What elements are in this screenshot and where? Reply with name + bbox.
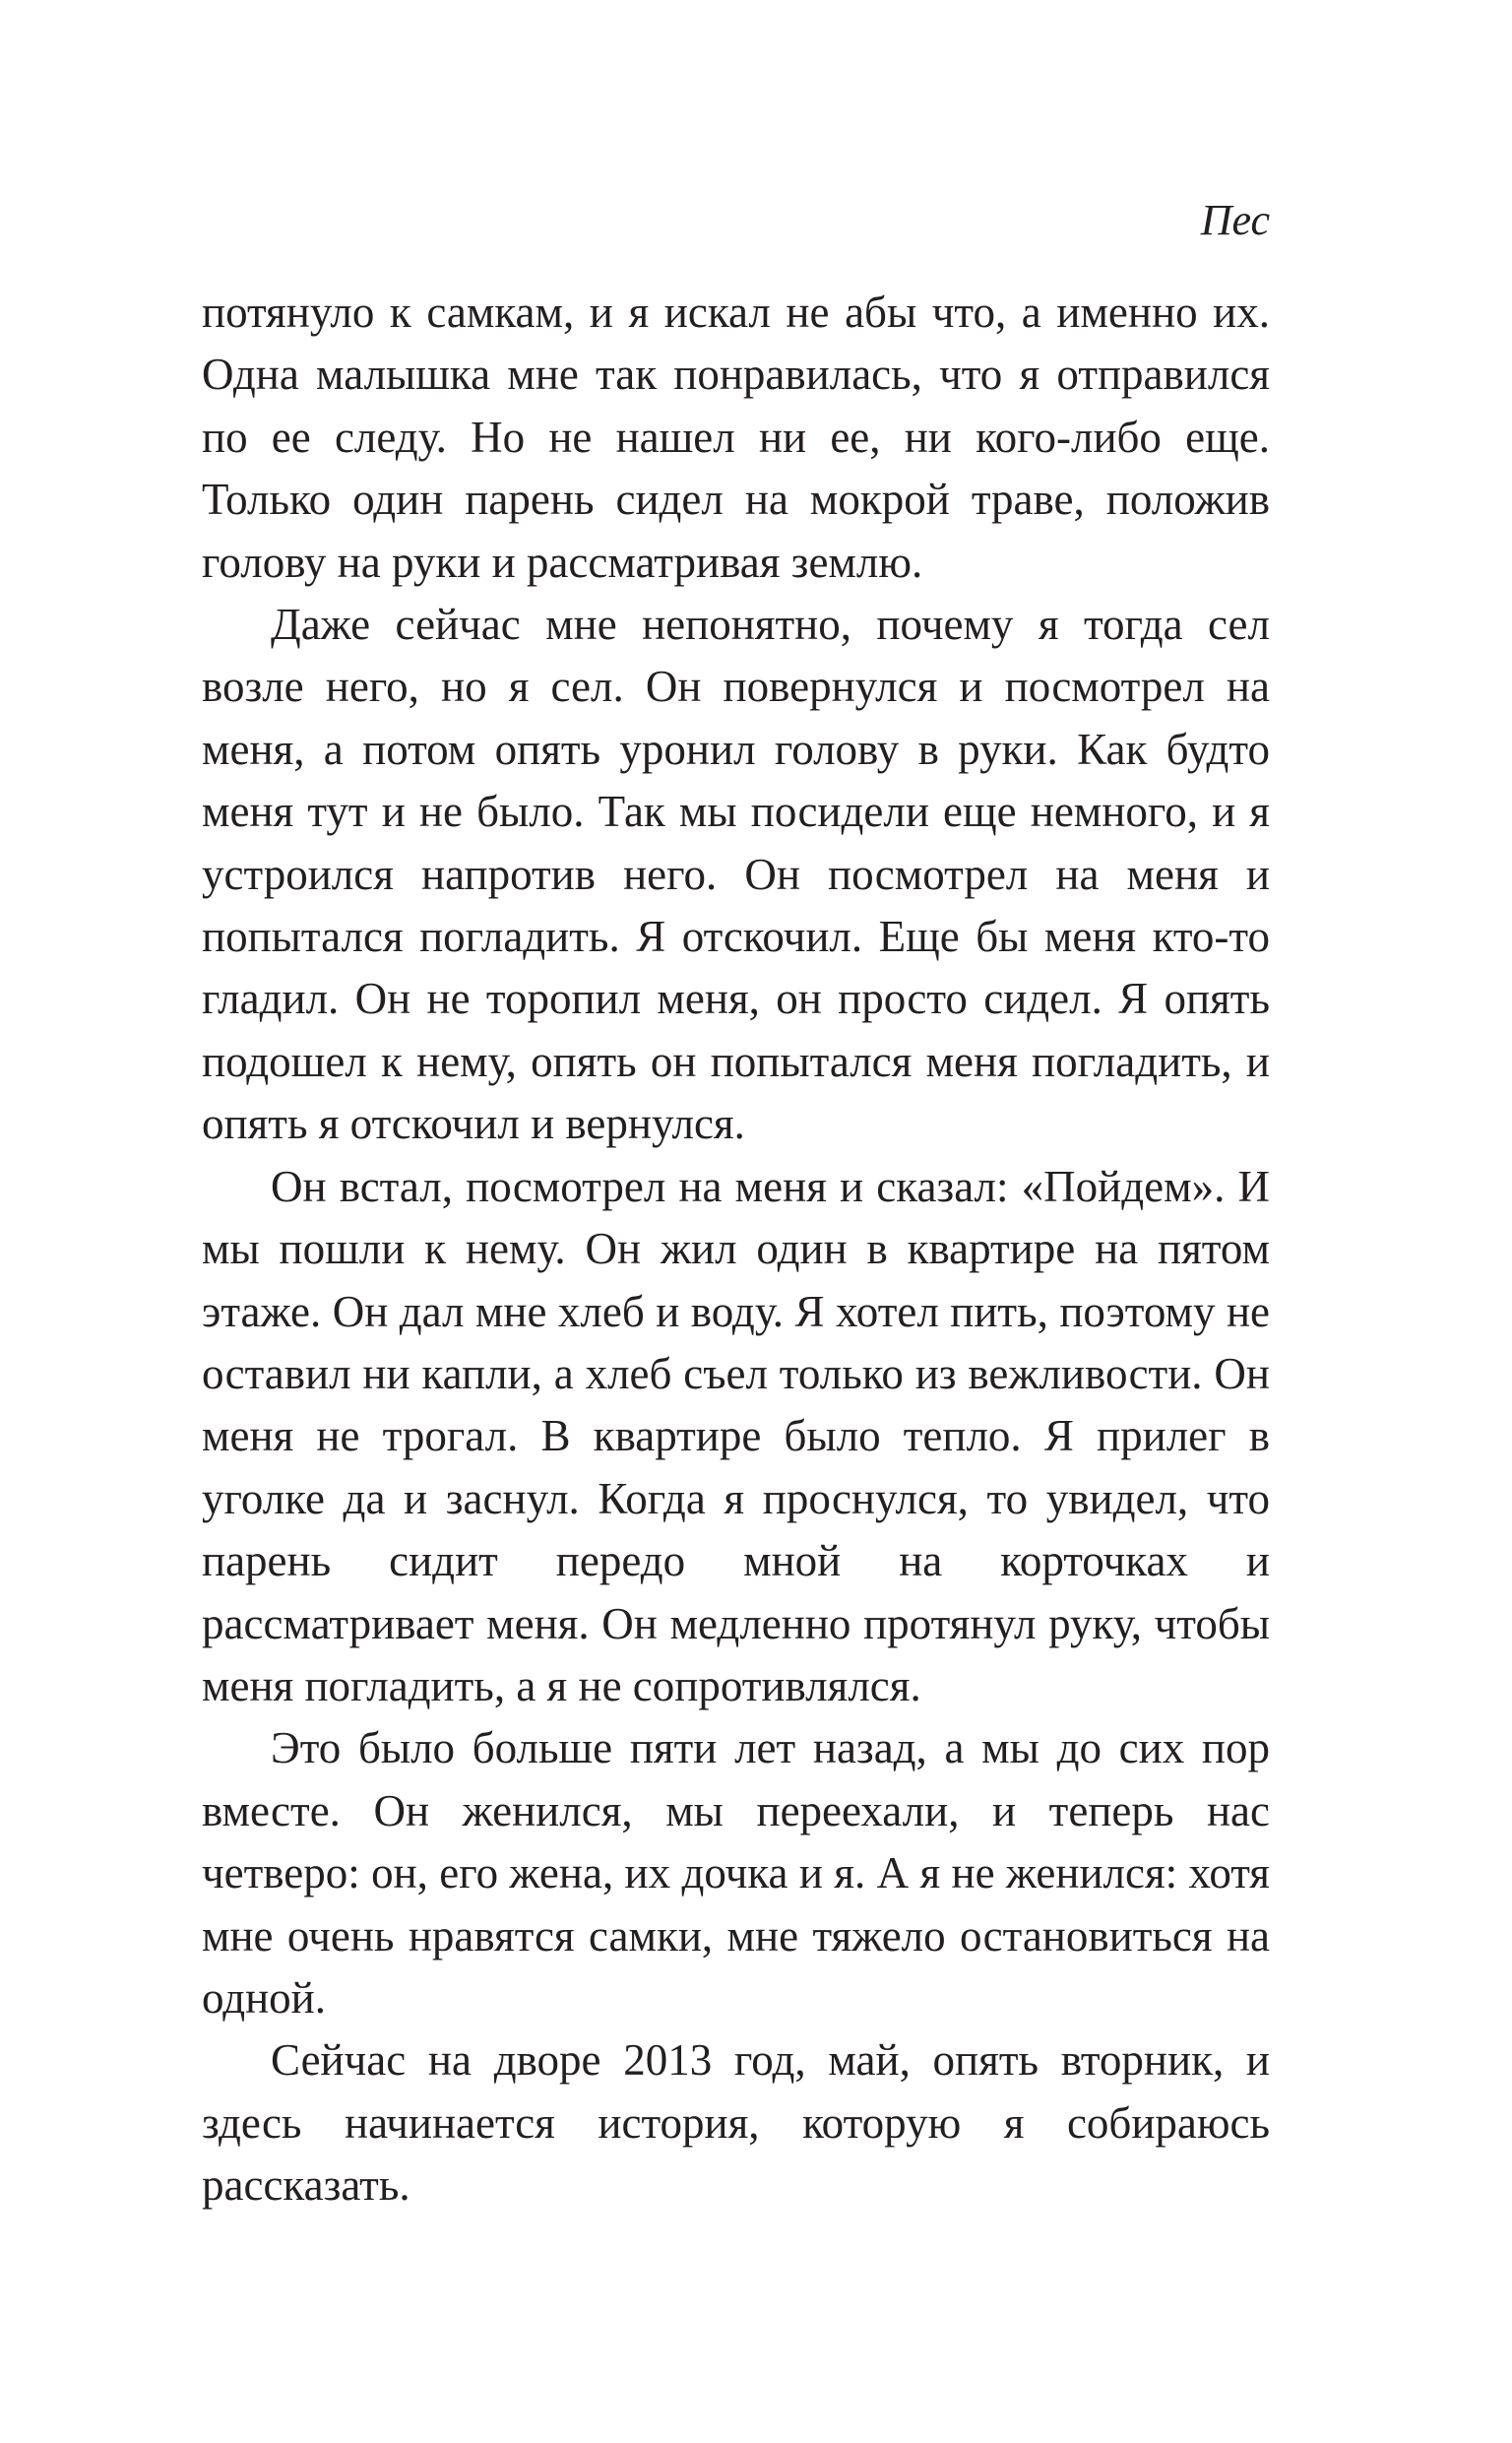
paragraph-2: Даже сейчас мне непонятно, почему я тогда сел возле него, но я сел. Он повернулся и посмотрел на меня, а потом опять уронил голову в руки. Как будто меня тут и не было. Так мы посидели еще немного, и я устроился напротив него. Он посмотрел на меня и попытался погладить. Я отскочил. Еще бы меня кто-то гладил. Он не торопил меня, он просто сидел. Я опять подошел к нему, опять он попытался меня погладить, и опять я отскочил и вернулся. [202, 600, 1270, 1149]
paragraph-5: Сейчас на дворе 2013 год, май, опять вторник, и здесь начинается история, которую я собираюсь рассказать. [202, 2035, 1270, 2211]
body-text [202, 282, 1270, 2218]
paragraph-3: Он встал, посмотрел на меня и сказал: «Пойдем». И мы пошли к нему. Он жил один в квартире на пятом этаже. Он дал мне хлеб и воду. Я хотел пить, поэтому не оставил ни капли, а хлеб съел только из вежливости. Он меня не трогал. В квартире было тепло. Я прилег в уголке да и заснул. Когда я проснулся, то увидел, что парень сидит передо мной на корточках и рассматривает меня. Он медленно протянул руку, чтобы меня погладить, а я не сопротивлялся. [202, 1161, 1270, 1710]
running-header: Пес [1200, 196, 1270, 244]
paragraph-4: Это было больше пяти лет назад, а мы до сих пор вместе. Он женился, мы переехали, и теперь нас четверо: он, его жена, их дочка и я. А я не женился: хотя мне очень нравятся самки, мне тяжело остановиться на одной. [202, 1723, 1270, 2023]
paragraph-1: потянуло к самкам, и я искал не абы что, а именно их. Одна малышка мне так понравилась, что я отправился по ее следу. Но не нашел ни ее, ни кого-либо еще. Только один парень сидел на мокрой траве, положив голову на руки и рассматривая землю. [202, 288, 1270, 587]
